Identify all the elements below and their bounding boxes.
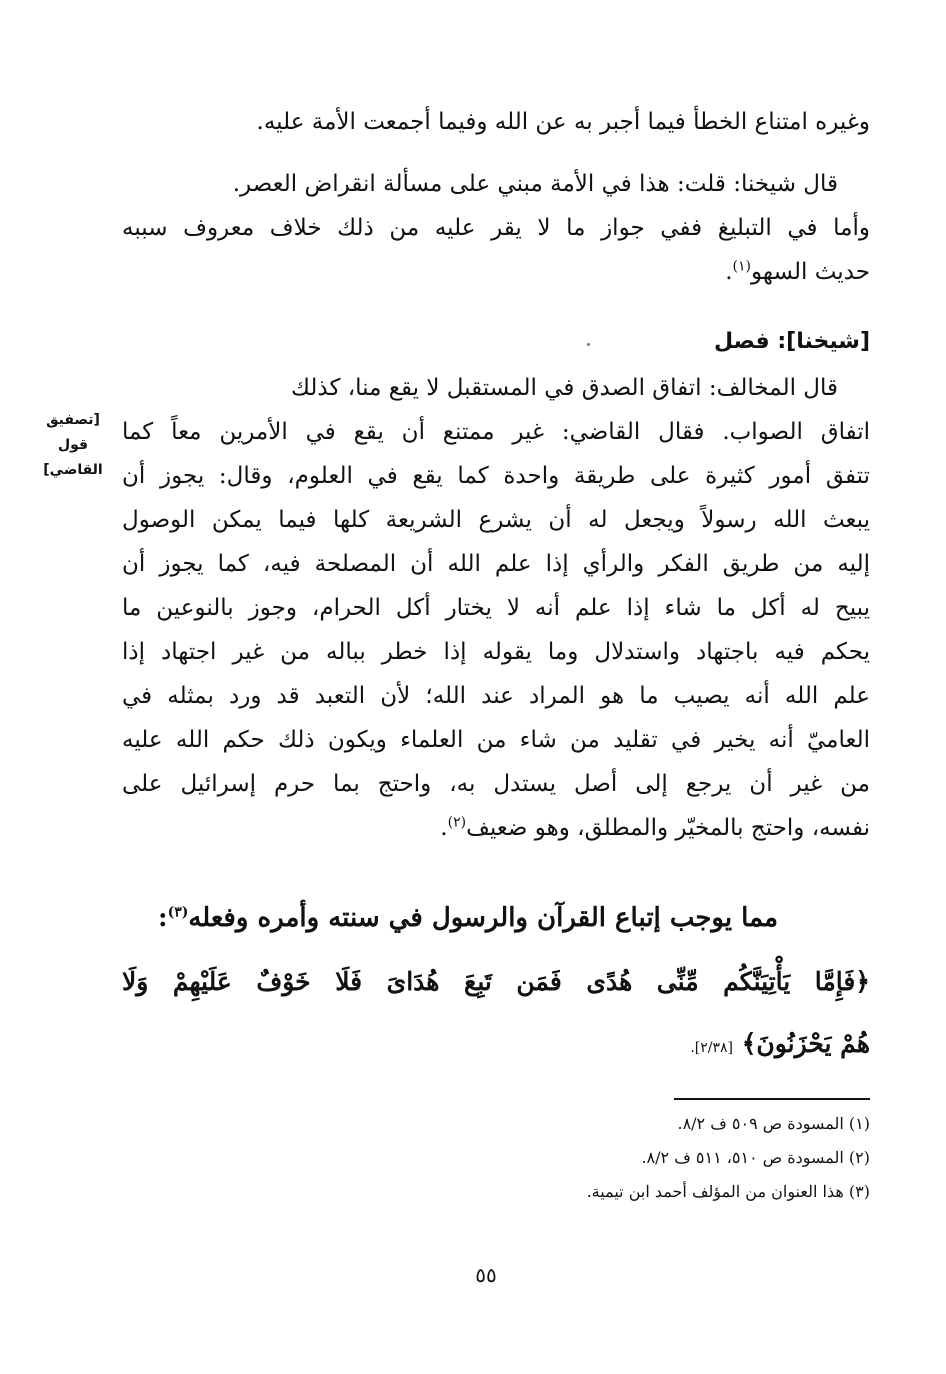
paragraph-line: وأما في التبليغ ففي جواز ما لا يقر عليه من ذلك خلاف معروف سببه [122, 215, 870, 241]
margin-note-line: القاضي] [43, 462, 103, 478]
paragraph-line: وغيره امتناع الخطأ فيما أجبر به عن الله وفيما أجمعت الأمة عليه. [256, 109, 870, 135]
chapter-title-text: مما يوجب إتباع القرآن والرسول في سنته وأمره وفعله [188, 903, 779, 933]
section-heading-title: فصل [713, 329, 770, 354]
paragraph-line: علم الله أنه يصيب ما هو المراد عند الله؛ لأن التعبد قد ورد بمثله في [122, 683, 870, 709]
paragraph-line: يحكم فيه باجتهاد واستدلال وما يقوله إذا خطر بباله من غير اجتهاد إذا [122, 639, 870, 665]
footnote: (٢) المسودة ص ٥١٠، ٥١١ ف ٨/٢. [641, 1148, 870, 1167]
chapter-title-end: : [157, 903, 168, 933]
quran-verse-line [122, 1024, 870, 1068]
sentence-end: . [690, 1040, 695, 1056]
paragraph-line: يبيح له أكل ما شاء إذا علم أنه لا يختار أكل الحرام، وجوز بالنوعين ما [122, 595, 870, 621]
footnote-marker: (٣) [167, 904, 189, 921]
footnote-marker: (١) [732, 258, 751, 275]
page-number: ٥٥ [475, 1263, 497, 1287]
sentence-end: . [440, 815, 448, 841]
paragraph-line: من غير أن يرجع إلى أصل يستدل به، واحتج بما حرم إسرائيل على [122, 771, 870, 797]
margin-note-line: [تصفيق [46, 412, 100, 428]
footnote-divider [674, 1098, 870, 1100]
footnote: (١) المسودة ص ٥٠٩ ف ٨/٢. [677, 1114, 870, 1133]
footnote-marker: (٢) [447, 814, 467, 831]
speck [587, 343, 590, 346]
sentence-end: . [725, 259, 733, 285]
margin-note-line: قول [57, 437, 89, 453]
footnote: (٣) هذا العنوان من المؤلف أحمد ابن تيمية. [586, 1182, 870, 1201]
paragraph-line: إليه من طريق الفكر والرأي إذا علم الله أن المصلحة فيه، كما يجوز أن [122, 551, 870, 577]
paragraph-line: تتفق أمور كثيرة على طريقة واحدة كما يقع في العلوم، وقال: يجوز أن [122, 463, 870, 489]
margin-note [28, 408, 118, 483]
paragraph-line [122, 810, 870, 846]
paragraph-line: قال المخالف: اتفاق الصدق في المستقبل لا يقع منا، كذلك [291, 375, 838, 401]
paragraph-line: اتفاق الصواب. فقال القاضي: غير ممتنع أن يقع في الأمرين معاً كما [122, 419, 870, 445]
verse-reference: [٢/٣٨] [694, 1040, 733, 1056]
paragraph-text: حديث السهو [751, 259, 870, 285]
paragraph-text: نفسه، واحتج بالمخيّر والمطلق، وهو ضعيف [466, 815, 870, 841]
chapter-title [108, 898, 828, 938]
paragraph-line: يبعث الله رسولاً ويجعل له أن يشرع الشريعة كلها فيما يمكن الوصول [122, 507, 870, 533]
paragraph-line: قال شيخنا: قلت: هذا في الأمة مبني على مسألة انقراض العصر. [232, 171, 838, 197]
quran-verse-text: هُمْ يَحْزَنُونَ﴾ [741, 1029, 870, 1058]
quran-verse-line: ﴿فَإِمَّا يَأْتِيَنَّكُم مِّنِّى هُدًى فَمَن تَبِعَ هُدَاىَ فَلَا خَوْفٌ عَلَيْهِمْ وَلَا [122, 967, 870, 996]
paragraph-line [122, 254, 870, 290]
section-heading-bracket: [شيخنا]: [777, 329, 870, 354]
paragraph-line: العاميّ أنه يخير في تقليد من شاء من العلماء ويكون ذلك حكم الله عليه [122, 727, 870, 753]
section-heading [714, 324, 870, 360]
